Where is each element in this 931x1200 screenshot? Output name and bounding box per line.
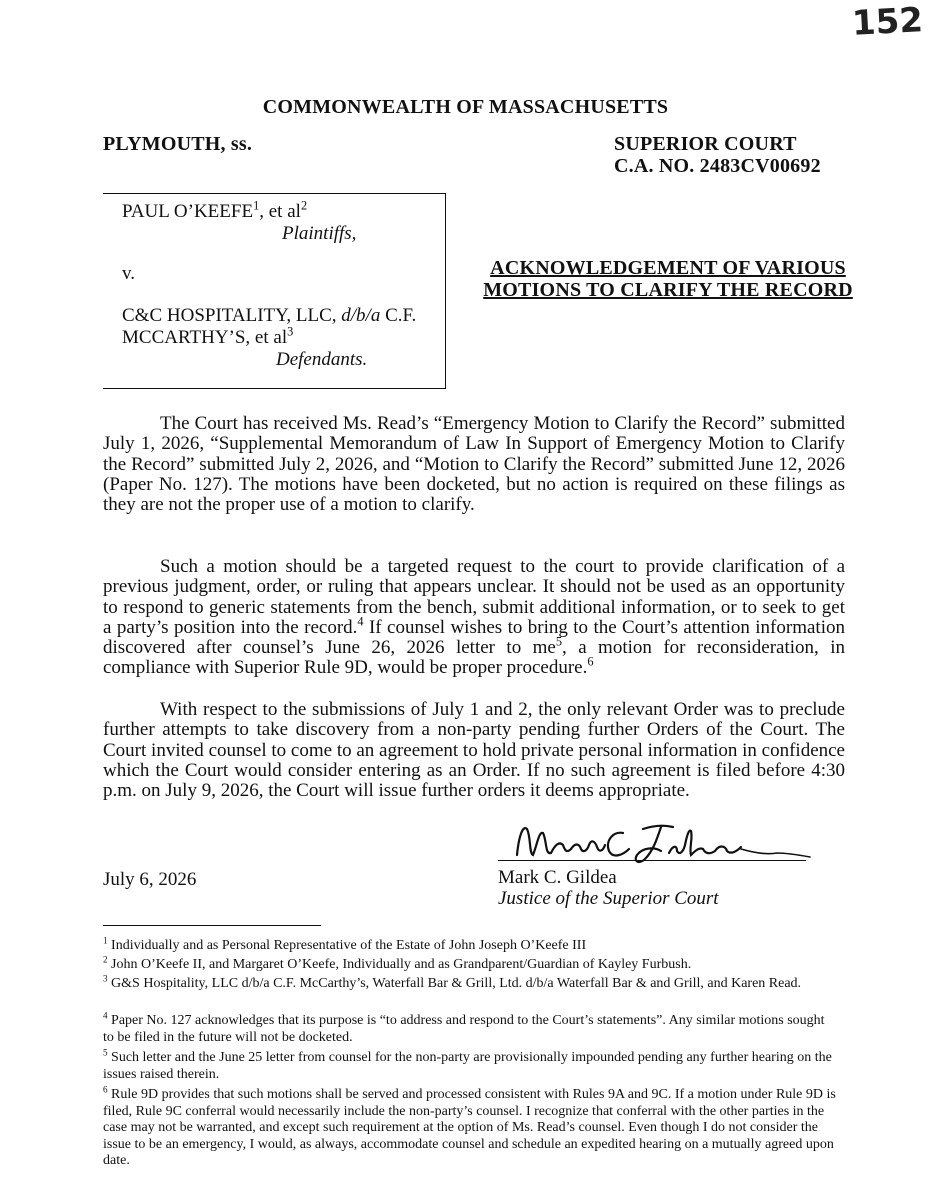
footnote-ref: 1 bbox=[253, 198, 260, 213]
footnote-ref: 3 bbox=[287, 324, 294, 339]
signature-line bbox=[498, 860, 806, 861]
footnote-ref: 4 bbox=[357, 614, 364, 629]
county-label: PLYMOUTH, ss. bbox=[103, 133, 253, 155]
versus-label: v. bbox=[122, 263, 136, 284]
footnote-5: $^5$ Such letter and the June 25 letter from counsel for the non-party are provisionally impounded pending any further hearing on the issues raised therein. bbox=[103, 1047, 832, 1082]
footnote-3: $^3$ G&S Hospitality, LLC d/b/a C.F. McCarthy’s, Waterfall Bar & Grill, Ltd. d/b/a Waterfall Bar & and Grill, and Karen Read. bbox=[103, 973, 802, 991]
document-title-line-2: MOTIONS TO CLARIFY THE RECORD bbox=[483, 279, 853, 301]
judge-title: Justice of the Superior Court bbox=[498, 888, 719, 909]
paragraph-2: Such a motion should be a targeted request to the court to provide clarification of a previous judgment, order, or ruling that appears unclear. It should not be used as an opportunity to respond to generic statements from the bench, submit additional information, or to seek to get a party’s position into the record.$^4$ If counsel wishes to bring to the Court’s attention information discovered after counsel’s June 26, 2026 letter to $me^5$, a motion for reconsideration, in compliance with Superior Rule 9D, would be proper procedure.$^6$ bbox=[103, 556, 845, 679]
case-caption-box bbox=[103, 193, 446, 389]
plaintiff-name: PAUL O’KEEFE bbox=[122, 201, 254, 222]
footnote-ref: 2 bbox=[300, 198, 308, 213]
paragraph-1: The Court has received Ms. Read’s “Emergency Motion to Clarify the Record” submitted July 1, 2026, “Supplemental Memorandum of Law In Support of Emergency Motion to Clarify the Record” submitted July 2, 2026, and “Motion to Clarify the Record” submitted June 12, 2026 (Paper No. 127). The motions have been docketed, but no action is required on these filings as they are not the proper use of a motion to clarify. bbox=[103, 413, 845, 516]
plaintiff-etal: , et al bbox=[259, 201, 301, 222]
footnote-6: $^6$ Rule 9D provides that such motions shall be served and processed consistent with Rules 9A and 9C. If a motion under Rule 9D is filed, Rule 9C conferral would necessarily include the non-party’s counsel. I recognize that conferral with the other parties in the case may not be warranted, and except such requirement at the option of Ms. Read’s counsel. Even though I do not consider the issue to be an emergency, I would, as always, accommodate counsel and schedule an expedited hearing on a mutually agreed upon date. bbox=[103, 1084, 836, 1168]
document-heading: COMMONWEALTH OF MASSACHUSETTS bbox=[262, 96, 669, 118]
footnote-ref: 5 bbox=[555, 634, 563, 649]
footnote-4: $^4$ Paper No. 127 acknowledges that its purpose is “to address and respond to the Court’s statements”. Any similar motions sought to be filed in the future will not be docketed. bbox=[103, 1010, 825, 1045]
defendant-line-2: MCCARTHY’S, et $al^3$ bbox=[122, 324, 294, 348]
judge-name: Mark C. Gildea bbox=[498, 867, 617, 888]
handwritten-page-number: 152 bbox=[851, 0, 924, 44]
judge-signature bbox=[505, 815, 815, 873]
plaintiffs-label: Plaintiffs, bbox=[282, 223, 357, 244]
court-name: SUPERIOR COURT bbox=[614, 133, 797, 155]
paragraph-3: With respect to the submissions of July 1 and 2, the only relevant Order was to preclude further attempts to take discovery from a non-party pending further Orders of the Court. The Court invited counsel to come to an agreement to hold private personal information in confidence which the Court would consider entering as an Order. If no such agreement is filed before 4:30 p.m. on July 9, 2026, the Court will issue further orders it deems appropriate. bbox=[103, 699, 845, 802]
footnote-2: $^2$ John O’Keefe II, and Margaret O’Keefe, Individually and as Grandparent/Guardian of Kayley Furbush. bbox=[103, 954, 692, 972]
document-title-line-1: ACKNOWLEDGEMENT OF VARIOUS bbox=[490, 257, 846, 279]
footnote-1: $^1$ Individually and as Personal Representative of the Estate of John Joseph O’Keefe III bbox=[103, 935, 587, 953]
plaintiff-line bbox=[122, 198, 308, 222]
footnote-ref: 6 bbox=[587, 655, 594, 670]
defendant-line-1: C&C HOSPITALITY, LLC, d/b/a C.F. bbox=[122, 305, 417, 326]
order-date: July 6, 2026 bbox=[103, 869, 197, 890]
case-number: C.A. NO. 2483CV00692 bbox=[614, 155, 821, 177]
footnote-separator bbox=[103, 925, 321, 926]
defendants-label: Defendants. bbox=[276, 349, 368, 370]
